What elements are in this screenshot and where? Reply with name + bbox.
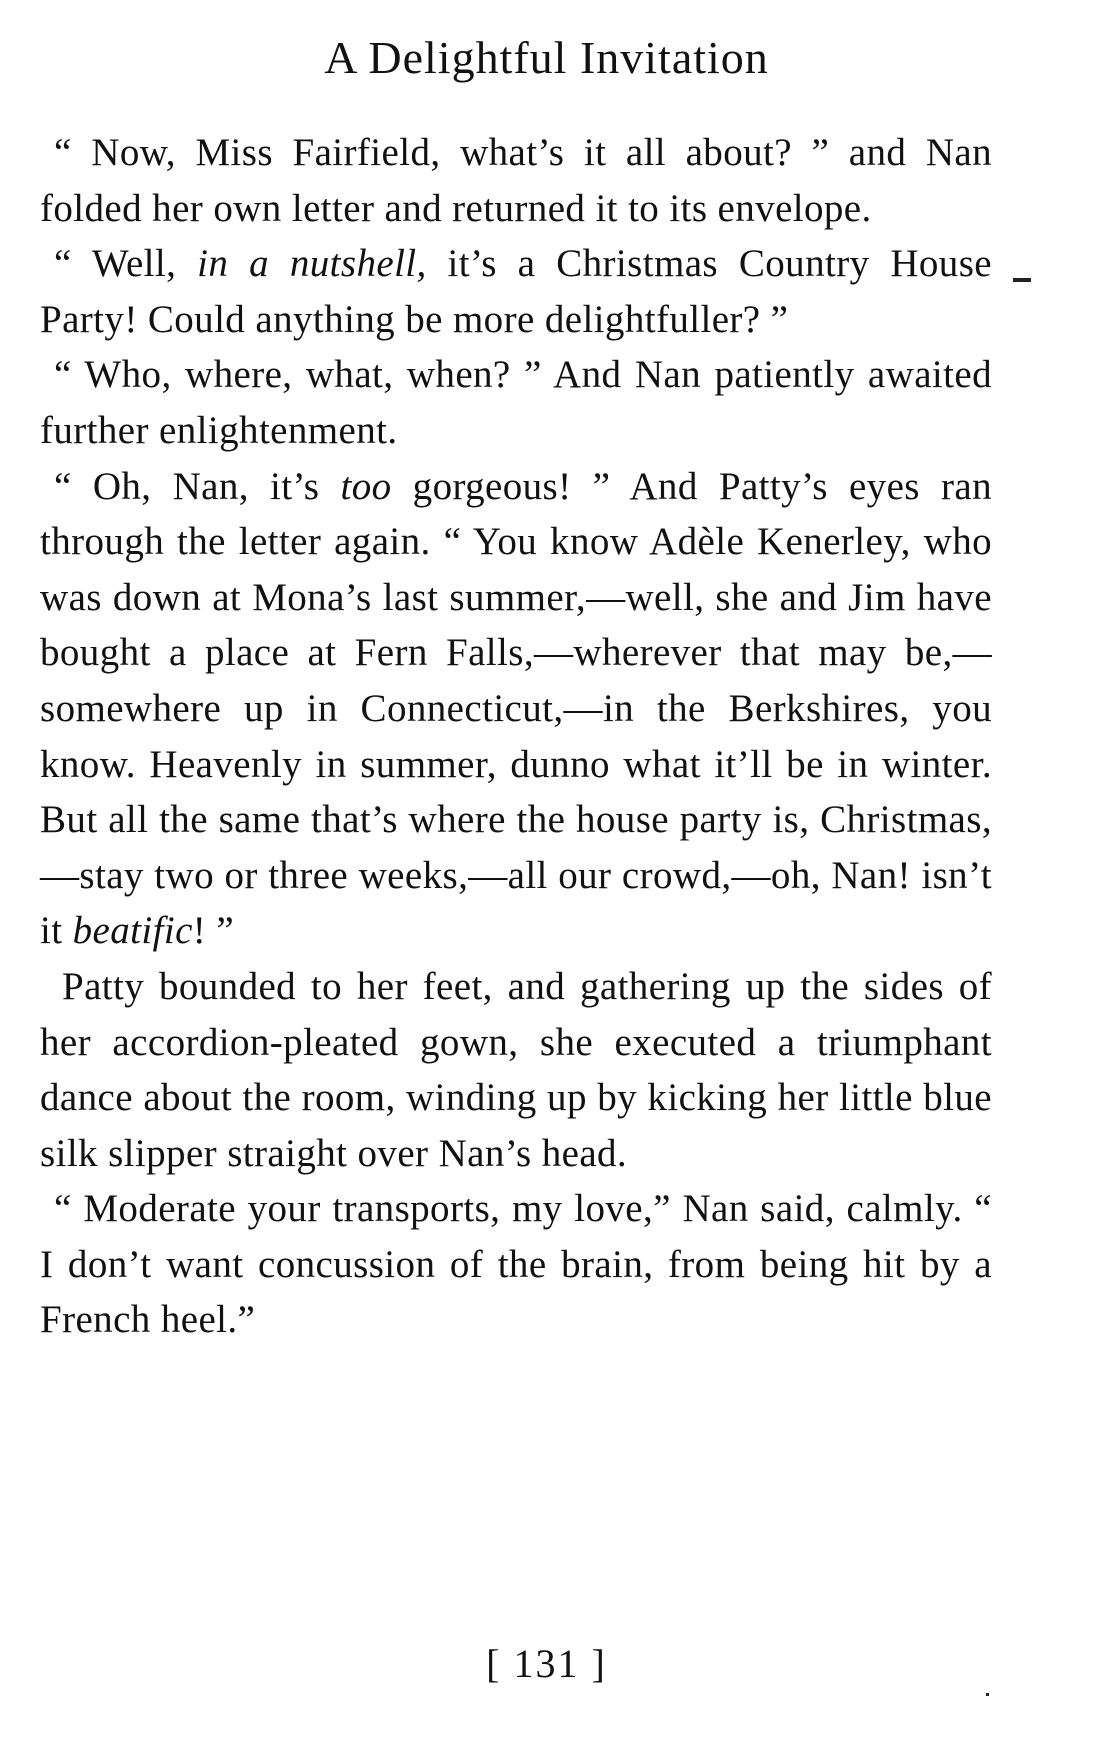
paragraph — [40, 1181, 992, 1348]
ink-speck — [986, 1693, 989, 1696]
page-number: [ 131 ] — [486, 1641, 607, 1686]
text-run: “ Now, Miss Fairfield, what’s it all about? ” and Nan folded her own letter and returned it to its envelope. — [40, 131, 992, 230]
italic-text: too — [340, 464, 392, 508]
paragraph — [40, 459, 992, 959]
italic-text: beatific — [72, 909, 193, 953]
text-run: “ Well, — [54, 242, 198, 286]
paragraph — [40, 347, 992, 458]
text-run: “ Oh, Nan, it’s — [54, 464, 341, 508]
text-run: “ Moderate your transports, my love,” Nan said, calmly. “ I don’t want concussion of the brain, from being hit by a French heel.” — [40, 1187, 992, 1342]
text-run: ! ” — [192, 909, 235, 953]
italic-text: in a nutshell, — [197, 242, 427, 286]
chapter-body — [40, 125, 992, 1348]
text-run: it’s a Christmas Country House Party! Could anything be more delightfuller? ” — [40, 242, 992, 341]
running-head: A Delightful Invitation — [324, 32, 769, 83]
paragraph — [40, 125, 992, 236]
text-run: Patty bounded to her feet, and gathering up the sides of her accordion-pleated gown, she executed a triumphant dance about the room, winding up by kicking her little blue silk slipper straight over Nan’s head. — [40, 964, 992, 1175]
text-run: “ Who, where, what, when? ” And Nan patiently awaited further enlightenment. — [40, 353, 992, 452]
paragraph — [40, 959, 992, 1181]
text-run: gorgeous! ” And Patty’s eyes ran through the letter again. “ You know Adèle Kenerley, who was down at Mona’s last summer,—well, she and Jim have bought a place at Fern Falls,—wherever that may be,—somewhere up in Connecticut,—in the Berkshires, you know. Heavenly in summer, dunno what it’ll be in winter. But all the same that’s where the house party is, Christmas,—stay two or three weeks,—all our crowd,—oh, Nan! isn’t it — [40, 464, 992, 953]
paragraph — [40, 236, 992, 347]
ink-speck — [1013, 278, 1031, 282]
